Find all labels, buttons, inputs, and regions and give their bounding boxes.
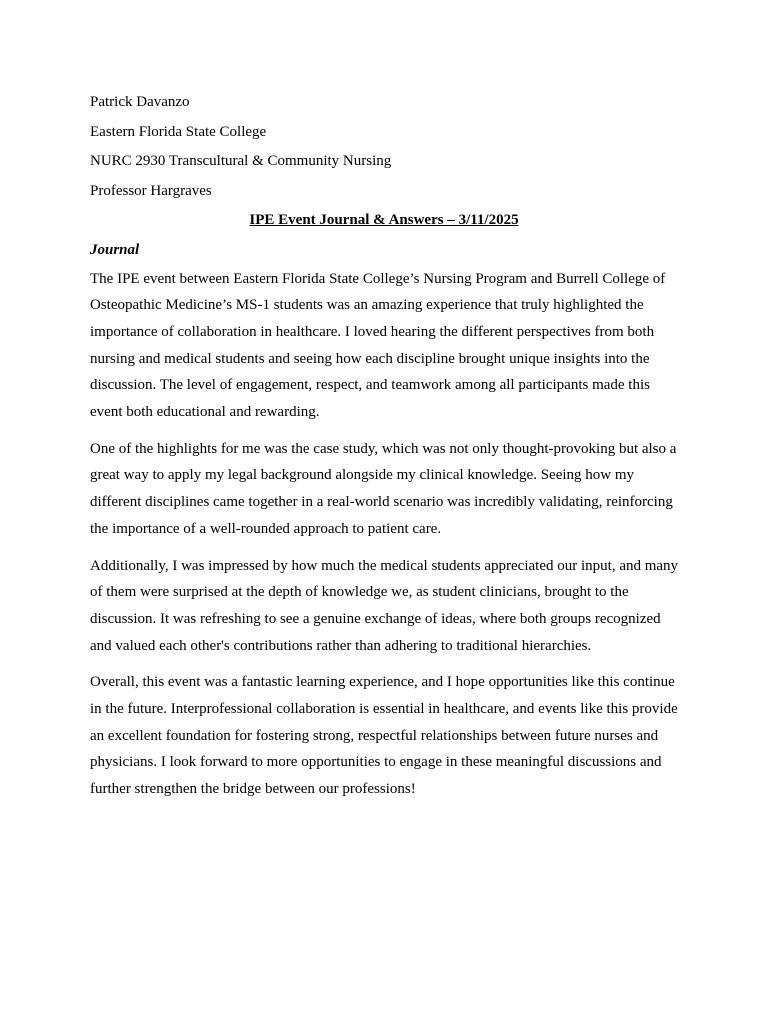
institution-name: Eastern Florida State College <box>90 123 267 140</box>
body-paragraph-2: One of the highlights for me was the case study, which was not only thought-provoking but also a great way to apply my legal background alongside my clinical knowledge. Seeing how my different disciplines came together in a real-world scenario was incredibly validating, reinforcing the importance of a well-rounded approach to patient care. <box>90 440 677 537</box>
document-title: IPE Event Journal & Answers – 3/11/2025 <box>249 212 519 228</box>
body-paragraph-1: The IPE event between Eastern Florida State College’s Nursing Program and Burrell College of Osteopathic Medicine’s MS-1 students was an amazing experience that truly highlighted the importance of collaboration in healthcare. I loved hearing the different perspectives from both nursing and medical students and seeing how each discipline brought unique insights into the discussion. The level of engagement, respect, and teamwork among all participants made this event both educational and rewarding. <box>90 270 666 421</box>
body-paragraph-4: Overall, this event was a fantastic learning experience, and I hope opportunities like this continue in the future. Interprofessional collaboration is essential in healthcare, and events like this provide an excellent foundation for fostering strong, respectful relationships between future nurses and physicians. I look forward to more opportunities to engage in these meaningful discussions and further strengthen the bridge between our professions! <box>90 674 678 798</box>
body-paragraph-3: Additionally, I was impressed by how much the medical students appreciated our input, and many of them were surprised at the depth of knowledge we, as student clinicians, brought to the discussion. It was refreshing to see a genuine exchange of ideas, where both groups recognized and valued each other's contributions rather than adhering to traditional hierarchies. <box>90 557 679 654</box>
section-heading-journal: Journal <box>90 241 140 258</box>
author-name: Patrick Davanzo <box>90 94 190 110</box>
document-page <box>90 91 690 813</box>
course-name: NURC 2930 Transcultural & Community Nursing <box>90 153 392 169</box>
professor-name: Professor Hargraves <box>90 182 212 199</box>
